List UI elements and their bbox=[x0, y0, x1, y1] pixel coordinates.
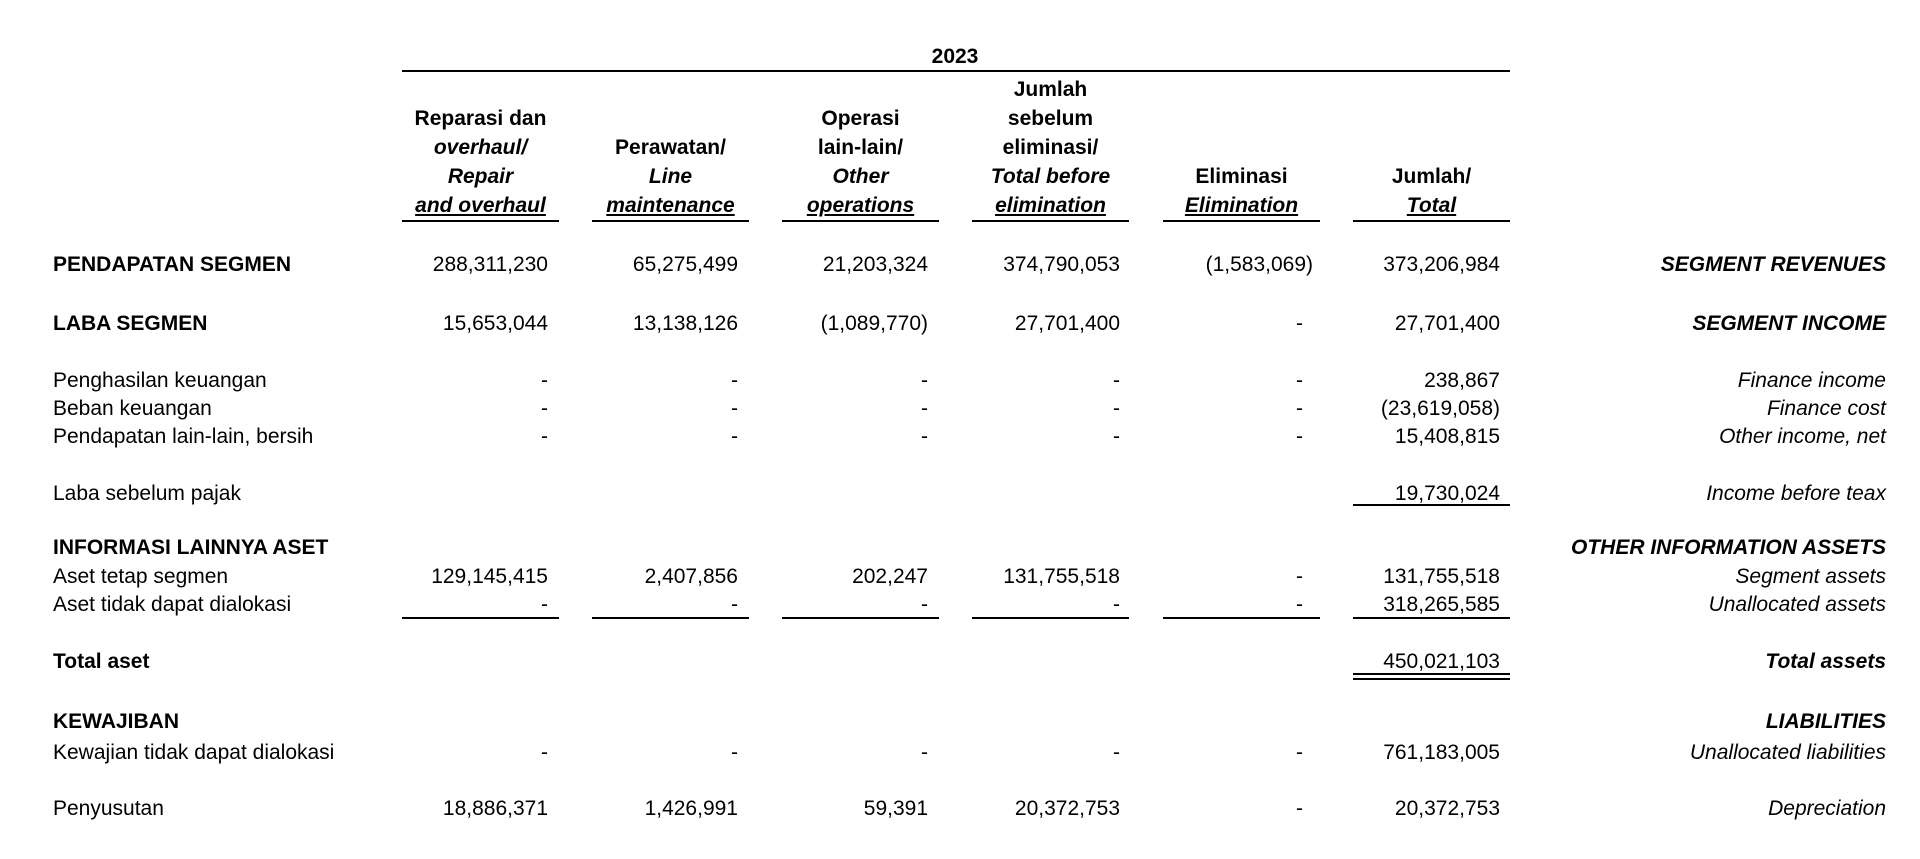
row-label-unallocated-assets: Aset tidak dapat dialokasi bbox=[53, 593, 292, 616]
cell-finance-income-total-before-elimination: - bbox=[1113, 369, 1120, 392]
row-label-income-before-tax: Laba sebelum pajak bbox=[53, 482, 241, 505]
row-label-en-income-before-tax: Income before teax bbox=[1706, 482, 1886, 505]
column-header-line: lain-lain/ bbox=[817, 136, 904, 159]
cell-depreciation-total-before-elimination: 20,372,753 bbox=[1014, 797, 1120, 820]
cell-segment-revenues-elimination: (1,583,069) bbox=[1205, 253, 1313, 276]
row-label-other-income: Pendapatan lain-lain, bersih bbox=[53, 425, 314, 448]
row-label-segment-assets: Aset tetap segmen bbox=[53, 565, 229, 588]
column-header-line: eliminasi/ bbox=[1002, 136, 1099, 159]
header-rule-elimination bbox=[1163, 220, 1320, 222]
column-header-line: Line bbox=[648, 165, 693, 188]
column-header-line: Total bbox=[1406, 194, 1457, 217]
column-header-line: Jumlah bbox=[1013, 78, 1088, 101]
row-label-liabilities: KEWAJIBAN bbox=[53, 710, 180, 733]
cell-segment-revenues-total-before-elimination: 374,790,053 bbox=[1003, 253, 1120, 276]
row-label-en-finance-cost: Finance cost bbox=[1766, 397, 1886, 420]
unallocated-assets-rule-total-before-elimination bbox=[972, 617, 1129, 619]
cell-other-income-other-operations: - bbox=[921, 425, 928, 448]
cell-unallocated-assets-line-maintenance: - bbox=[731, 593, 738, 616]
row-label-depreciation: Penyusutan bbox=[53, 797, 164, 820]
row-label-en-other-info-assets: OTHER INFORMATION ASSETS bbox=[1571, 536, 1886, 559]
cell-segment-income-line-maintenance: 13,138,126 bbox=[632, 312, 738, 335]
column-header-line: sebelum bbox=[1007, 107, 1094, 130]
cell-unallocated-assets-total: 318,265,585 bbox=[1383, 593, 1500, 616]
header-rule-total bbox=[1353, 220, 1510, 222]
column-header-line: Perawatan/ bbox=[615, 136, 726, 159]
column-header-line: elimination bbox=[995, 194, 1106, 217]
cell-finance-cost-total-before-elimination: - bbox=[1113, 397, 1120, 420]
column-header-line: overhaul/ bbox=[433, 136, 528, 159]
cell-finance-cost-elimination: - bbox=[1296, 397, 1303, 420]
unallocated-assets-rule-total bbox=[1353, 617, 1510, 619]
column-header-line: Eliminasi bbox=[1195, 165, 1288, 188]
cell-segment-revenues-other-operations: 21,203,324 bbox=[822, 253, 928, 276]
year-heading: 2023 bbox=[931, 45, 979, 68]
cell-unallocated-liabilities-other-operations: - bbox=[921, 741, 928, 764]
row-label-en-unallocated-assets: Unallocated assets bbox=[1708, 593, 1886, 616]
row-label-en-depreciation: Depreciation bbox=[1768, 797, 1886, 820]
row-label-en-liabilities: LIABILITIES bbox=[1765, 710, 1886, 733]
column-header-total bbox=[1353, 162, 1510, 220]
column-header-line: maintenance bbox=[606, 194, 735, 217]
cell-segment-revenues-line-maintenance: 65,275,499 bbox=[632, 253, 738, 276]
cell-segment-income-total-before-elimination: 27,701,400 bbox=[1014, 312, 1120, 335]
cell-segment-income-elimination: - bbox=[1296, 312, 1303, 335]
cell-depreciation-repair-overhaul: 18,886,371 bbox=[442, 797, 548, 820]
cell-depreciation-other-operations: 59,391 bbox=[863, 797, 928, 820]
cell-unallocated-assets-elimination: - bbox=[1296, 593, 1303, 616]
cell-unallocated-liabilities-repair-overhaul: - bbox=[541, 741, 548, 764]
cell-income-before-tax-total: 19,730,024 bbox=[1394, 482, 1500, 505]
cell-finance-income-repair-overhaul: - bbox=[541, 369, 548, 392]
column-header-line: and overhaul bbox=[415, 194, 546, 217]
cell-other-income-elimination: - bbox=[1296, 425, 1303, 448]
column-header-repair-overhaul bbox=[402, 104, 559, 220]
cell-other-income-line-maintenance: - bbox=[731, 425, 738, 448]
row-label-en-other-income: Other income, net bbox=[1719, 425, 1886, 448]
cell-other-income-repair-overhaul: - bbox=[541, 425, 548, 448]
column-header-other-operations bbox=[782, 104, 939, 220]
row-label-en-total-assets: Total assets bbox=[1765, 650, 1886, 673]
cell-unallocated-liabilities-line-maintenance: - bbox=[731, 741, 738, 764]
column-header-total-before-elimination bbox=[972, 75, 1129, 220]
cell-segment-assets-total: 131,755,518 bbox=[1383, 565, 1500, 588]
cell-finance-income-other-operations: - bbox=[921, 369, 928, 392]
column-header-line: Operasi bbox=[821, 107, 900, 130]
row-label-finance-income: Penghasilan keuangan bbox=[53, 369, 267, 392]
column-header-line: Reparasi dan bbox=[414, 107, 547, 130]
cell-segment-income-repair-overhaul: 15,653,044 bbox=[442, 312, 548, 335]
header-rule-total-before-elimination bbox=[972, 220, 1129, 222]
income-before-tax-rule bbox=[1353, 504, 1510, 506]
row-label-en-segment-income: SEGMENT INCOME bbox=[1692, 312, 1886, 335]
cell-segment-assets-total-before-elimination: 131,755,518 bbox=[1003, 565, 1120, 588]
cell-other-income-total: 15,408,815 bbox=[1394, 425, 1500, 448]
cell-finance-income-total: 238,867 bbox=[1424, 369, 1500, 392]
cell-segment-assets-other-operations: 202,247 bbox=[852, 565, 928, 588]
column-header-line: Other bbox=[832, 165, 889, 188]
cell-segment-revenues-repair-overhaul: 288,311,230 bbox=[432, 253, 548, 276]
row-label-en-segment-assets: Segment assets bbox=[1735, 565, 1886, 588]
unallocated-assets-rule-elimination bbox=[1163, 617, 1320, 619]
header-rule-line-maintenance bbox=[592, 220, 749, 222]
cell-segment-revenues-total: 373,206,984 bbox=[1383, 253, 1500, 276]
column-header-line: Elimination bbox=[1184, 194, 1299, 217]
year-rule bbox=[402, 70, 1510, 72]
row-label-en-finance-income: Finance income bbox=[1737, 369, 1886, 392]
column-header-line: Jumlah/ bbox=[1391, 165, 1472, 188]
cell-segment-assets-elimination: - bbox=[1296, 565, 1303, 588]
cell-depreciation-line-maintenance: 1,426,991 bbox=[644, 797, 738, 820]
column-header-line-maintenance bbox=[592, 133, 749, 220]
cell-segment-assets-repair-overhaul: 129,145,415 bbox=[431, 565, 548, 588]
column-header-line: Total before bbox=[990, 165, 1111, 188]
column-header-line: operations bbox=[806, 194, 915, 217]
cell-segment-assets-line-maintenance: 2,407,856 bbox=[644, 565, 738, 588]
row-label-en-segment-revenues: SEGMENT REVENUES bbox=[1660, 253, 1886, 276]
cell-unallocated-liabilities-elimination: - bbox=[1296, 741, 1303, 764]
unallocated-assets-rule-line-maintenance bbox=[592, 617, 749, 619]
header-rule-other-operations bbox=[782, 220, 939, 222]
cell-unallocated-liabilities-total-before-elimination: - bbox=[1113, 741, 1120, 764]
cell-unallocated-assets-repair-overhaul: - bbox=[541, 593, 548, 616]
cell-segment-income-other-operations: (1,089,770) bbox=[820, 312, 928, 335]
cell-finance-income-elimination: - bbox=[1296, 369, 1303, 392]
unallocated-assets-rule-repair-overhaul bbox=[402, 617, 559, 619]
row-label-en-unallocated-liabilities: Unallocated liabilities bbox=[1689, 741, 1886, 764]
cell-finance-cost-other-operations: - bbox=[921, 397, 928, 420]
cell-depreciation-total: 20,372,753 bbox=[1394, 797, 1500, 820]
column-header-line: Repair bbox=[447, 165, 514, 188]
row-label-segment-revenues: PENDAPATAN SEGMEN bbox=[53, 253, 292, 276]
cell-other-income-total-before-elimination: - bbox=[1113, 425, 1120, 448]
cell-unallocated-liabilities-total: 761,183,005 bbox=[1383, 741, 1500, 764]
unallocated-assets-rule-other-operations bbox=[782, 617, 939, 619]
cell-finance-cost-line-maintenance: - bbox=[731, 397, 738, 420]
row-label-finance-cost: Beban keuangan bbox=[53, 397, 212, 420]
cell-finance-cost-repair-overhaul: - bbox=[541, 397, 548, 420]
cell-segment-income-total: 27,701,400 bbox=[1394, 312, 1500, 335]
cell-depreciation-elimination: - bbox=[1296, 797, 1303, 820]
cell-unallocated-assets-other-operations: - bbox=[921, 593, 928, 616]
total-assets-double-rule bbox=[1353, 673, 1510, 680]
cell-unallocated-assets-total-before-elimination: - bbox=[1113, 593, 1120, 616]
cell-finance-cost-total: (23,619,058) bbox=[1380, 397, 1500, 420]
row-label-other-info-assets: INFORMASI LAINNYA ASET bbox=[53, 536, 329, 559]
column-header-elimination bbox=[1163, 162, 1320, 220]
row-label-total-assets: Total aset bbox=[53, 650, 150, 673]
header-rule-repair-overhaul bbox=[402, 220, 559, 222]
row-label-segment-income: LABA SEGMEN bbox=[53, 312, 208, 335]
cell-finance-income-line-maintenance: - bbox=[731, 369, 738, 392]
row-label-unallocated-liabilities: Kewajian tidak dapat dialokasi bbox=[53, 741, 335, 764]
cell-total-assets-total: 450,021,103 bbox=[1383, 650, 1500, 673]
